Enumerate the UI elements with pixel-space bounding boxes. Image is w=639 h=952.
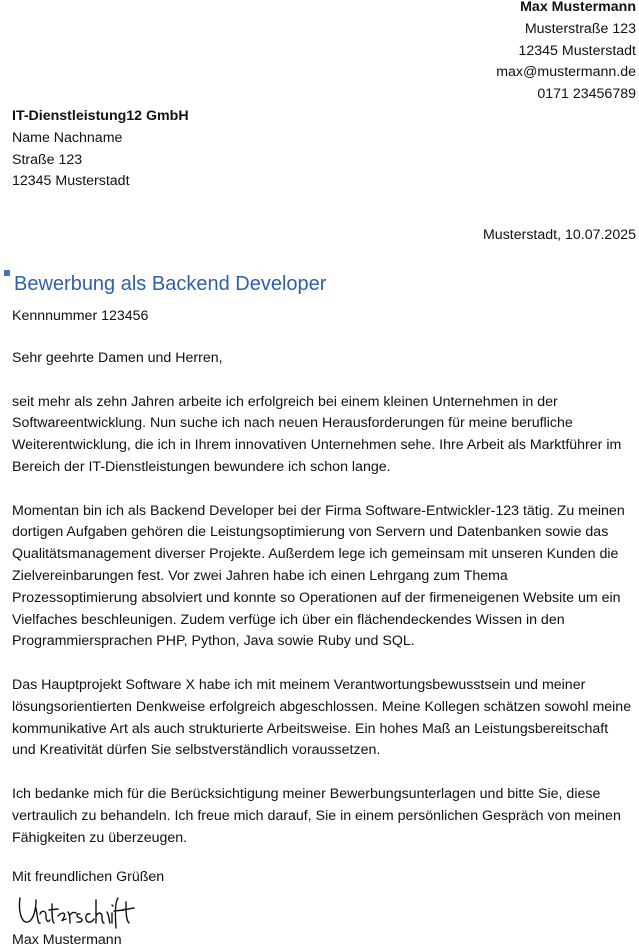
recipient-street: Straße 123: [12, 151, 83, 168]
recipient-contact: Name Nachname: [12, 129, 123, 146]
salutation: Sehr geehrte Damen und Herren,: [12, 350, 223, 366]
letter-body: [12, 348, 632, 871]
signer-name: Max Mustermann: [12, 932, 122, 948]
title-marker: [4, 270, 10, 276]
sender-street: Musterstraße 123: [524, 20, 636, 37]
subject-title: Bewerbung als Backend Developer: [14, 273, 327, 295]
recipient-city: 12345 Musterstadt: [12, 173, 130, 190]
paragraph: Das Hauptprojekt Software X habe ich mit meinem Verantwortungsbewusstsein und meiner lösungsorientierten Denkweise erfolgreich abgeschlossen. Meine Kollegen schätzen sowohl meine kommunikative Art als auch strukturierte Arbeitsweise. Ein hohes Maß an Leistungsbereitschaft und Kreativität dürfen Sie selbstverständlich voraussetzen.: [12, 676, 632, 759]
handwritten-signature: [14, 890, 138, 932]
sender-block: [496, 0, 636, 106]
recipient-block: [12, 106, 189, 193]
paragraph: seit mehr als zehn Jahren arbeite ich erfolgreich bei einem kleinen Unternehmen in der Softwareentwicklung. Nun suche ich nach neuen Herausforderungen für meine berufliche Weiterentwicklung, die ich in Ihrem innovativen Unternehmen sehe. Ihre Arbeit als Marktführer im Bereich der IT-Dienstleistungen bewundere ich schon lange.: [12, 393, 622, 475]
date-line: Musterstadt, 10.07.2025: [482, 227, 636, 243]
paragraph: Ich bedanke mich für die Berücksichtigung meiner Bewerbungsunterlagen und bitte Sie, diese vertraulich zu behandeln. Ich freue mich darauf, Sie in einem persönlichen Gespräch von meinen Fähigkeiten zu überzeugen.: [12, 785, 621, 846]
paragraph: Momentan bin ich als Backend Developer bei der Firma Software-Entwickler-123 tätig. Zu meinen dortigen Aufgaben gehören die Leistungsoptimierung von Servern und Datenbanken sowie das Qualitätsmanagement diverser Projekte. Außerdem lege ich gemeinsam mit unseren Kunden die Zielvereinbarungen fest. Vor zwei Jahren habe ich einen Lehrgang zum Thema Prozessoptimierung absolviert und konnte so Operationen auf der firmeneigenen Website um ein Vielfaches beschleunigen. Zudem verfüge ich über ein flächendeckendes Wissen in den Programmiersprachen PHP, Python, Java sowie Ruby und SQL.: [12, 502, 625, 650]
closing-line: Mit freundlichen Grüßen: [12, 869, 165, 885]
sender-email: max@mustermann.de: [496, 64, 636, 81]
sender-city: 12345 Musterstadt: [518, 42, 636, 59]
sender-name: Max Mustermann: [520, 0, 636, 15]
recipient-company: IT-Dienstleistung12 GmbH: [12, 108, 189, 124]
reference-number: Kennnummer 123456: [12, 308, 149, 324]
sender-phone: 0171 23456789: [537, 86, 636, 103]
